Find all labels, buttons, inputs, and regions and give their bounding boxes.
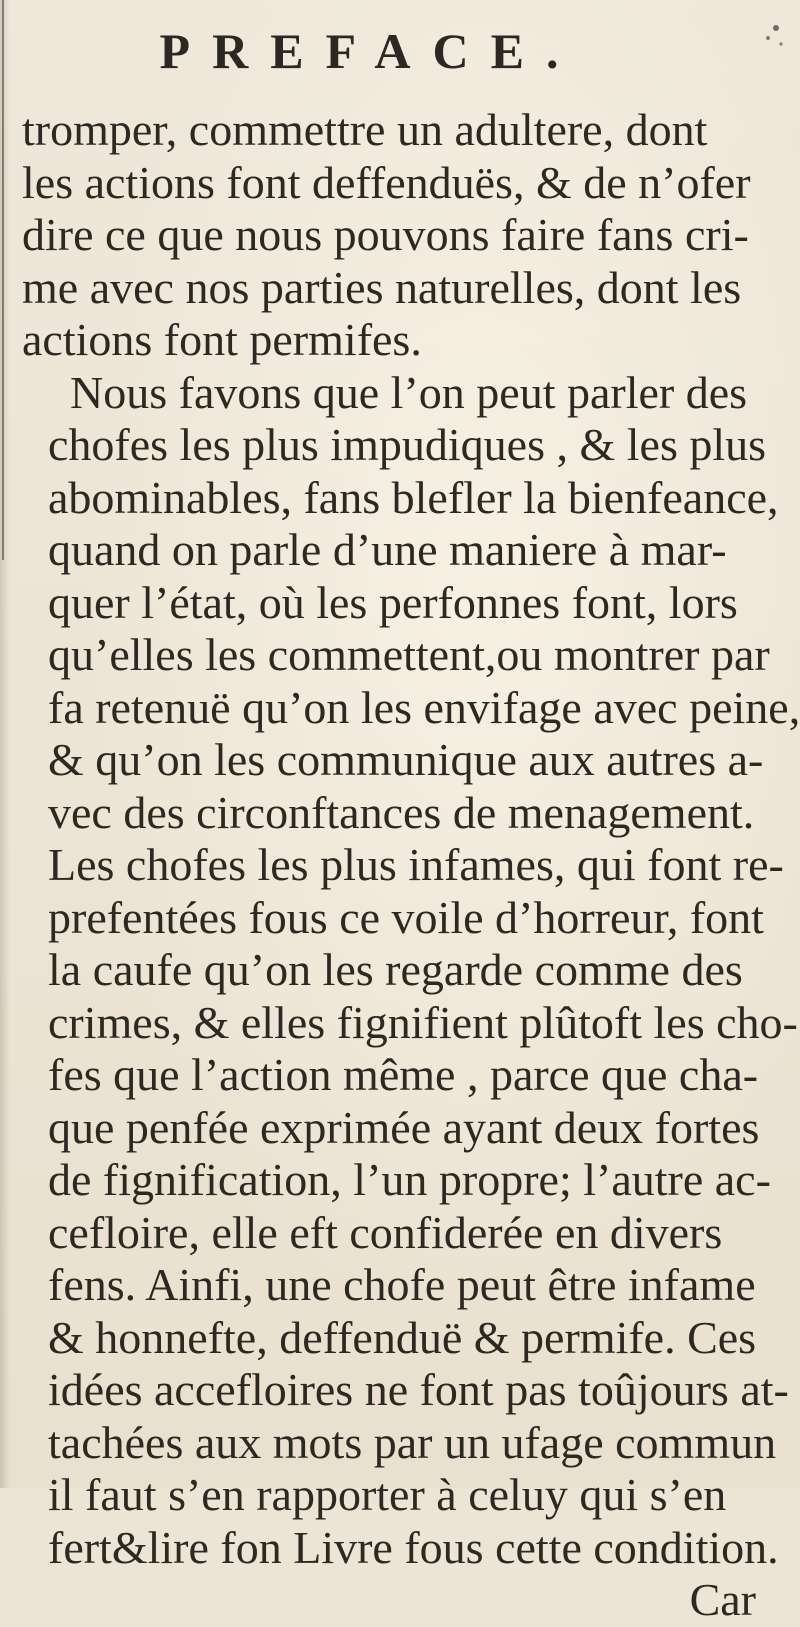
- text-line: cefloire, elle eft confiderée en divers: [48, 1206, 723, 1258]
- text-line: fa retenuë qu’on les envifage avec peine,: [48, 681, 800, 733]
- page-edge-line: [2, 0, 4, 560]
- text-line: fens. Ainfi, une chofe peut être infame: [48, 1259, 756, 1310]
- text-line: idées accefloires ne font pas toûjours at-: [48, 1364, 789, 1415]
- text-line: & qu’on les communique aux autres a-: [48, 734, 764, 785]
- running-head: PREFACE.: [159, 23, 581, 79]
- paragraph-start-line: Nous favons que l’on peut parler des: [70, 366, 748, 418]
- text-line: actions font permifes.: [22, 314, 422, 365]
- text-line: qu’elles les commettent,ou montrer par: [48, 629, 770, 680]
- text-line: crimes, & elles fignifient plûtoft les cho-: [48, 996, 798, 1048]
- text-line: & honnefte, deffenduë & permife. Ces: [48, 1311, 757, 1363]
- text-line: Les chofes les plus infames, qui font re-: [48, 839, 784, 890]
- text-line: vec des circonftances de menagement.: [48, 786, 755, 838]
- text-line: tachées aux mots par un ufage commun: [48, 1416, 777, 1468]
- text-line: tromper, commettre un adultere, dont: [22, 104, 708, 155]
- text-line: quer l’état, où les perfonnes font, lors: [48, 576, 738, 628]
- text-line: chofes les plus impudiques , & les plus: [48, 419, 767, 470]
- text-line: quand on parle d’une maniere à mar-: [48, 524, 727, 575]
- text-line: prefentées fous ce voile d’horreur, font: [48, 891, 764, 943]
- catchword: Car: [689, 1574, 756, 1625]
- text-line: la caufe qu’on les regarde comme des: [48, 944, 743, 995]
- text-line: de fignification, l’un propre; l’autre ac-: [48, 1154, 771, 1205]
- text-line: il faut s’en rapporter à celuy qui s’en: [48, 1469, 727, 1520]
- text-line: fes que l’action même , parce que cha-: [48, 1049, 759, 1100]
- text-line: dire ce que nous pouvons faire fans cri-: [22, 209, 749, 260]
- text-line: fert&lire fon Livre fous cette condition.: [48, 1521, 779, 1573]
- text-line: que penfée exprimée ayant deux fortes: [48, 1101, 760, 1153]
- text-line: me avec nos parties naturelles, dont les: [22, 261, 742, 313]
- body-text: [22, 104, 800, 1627]
- text-line: les actions font deffenduës, & de n’ofer: [22, 156, 751, 208]
- text-line: abominables, fans blefler la bienfeance,: [48, 471, 779, 523]
